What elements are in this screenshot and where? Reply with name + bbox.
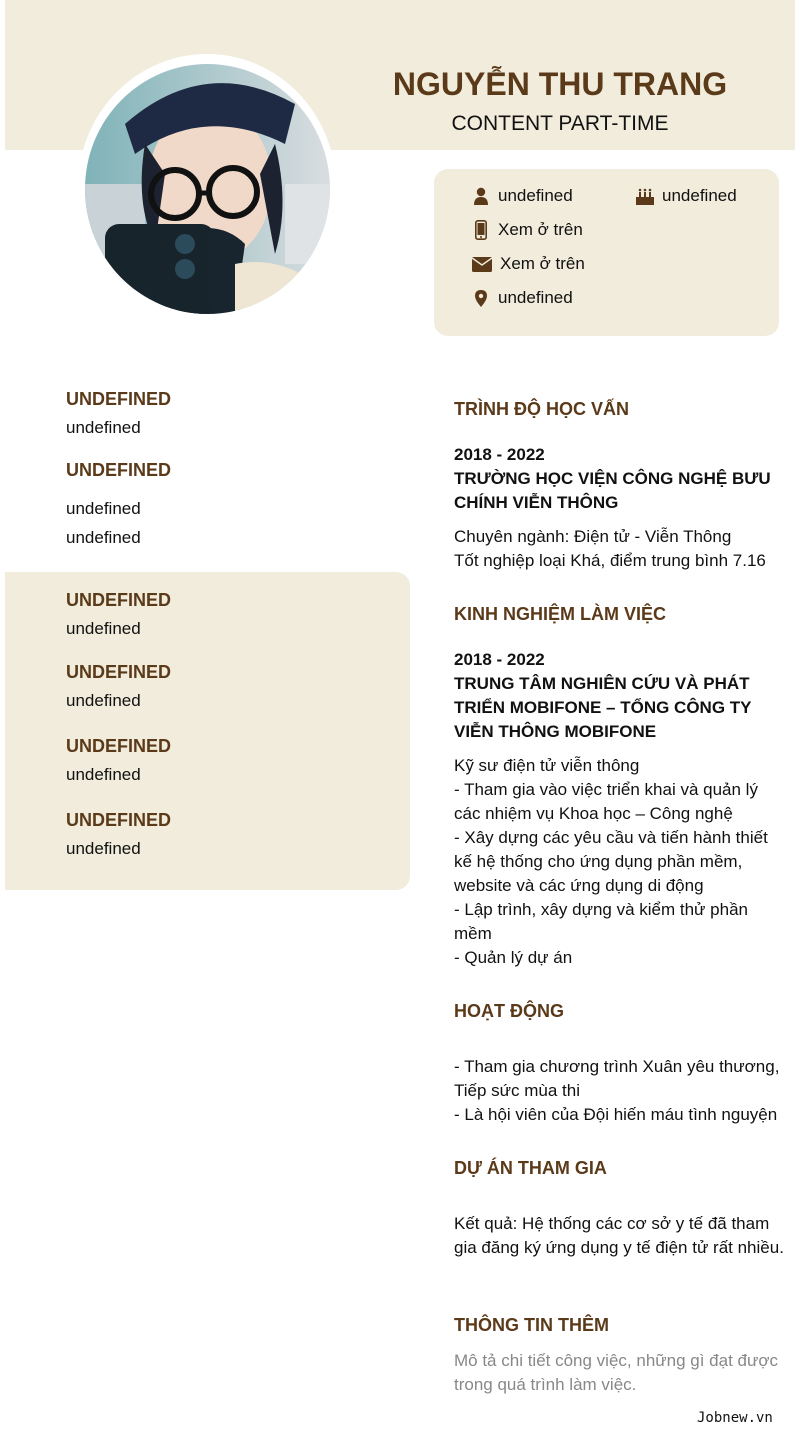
left-section-text: undefined [66, 528, 141, 547]
left-section-text: undefined [66, 691, 141, 710]
education-title: TRÌNH ĐỘ HỌC VẤN [454, 399, 629, 419]
candidate-role: CONTENT PART-TIME [451, 112, 669, 135]
cake-icon [635, 186, 655, 206]
left-section-title: UNDEFINED [66, 389, 172, 409]
left-section-title: UNDEFINED [66, 590, 172, 610]
activities-details: - Tham gia chương trình Xuân yêu thương, Tiếp sức mùa thi - Là hội viên của Đội hiến máu tình nguyện [454, 1057, 780, 1124]
extra-title: THÔNG TIN THÊM [454, 1315, 609, 1335]
projects-details: Kết quả: Hệ thống các cơ sở y tế đã tham gia đăng ký ứng dụng y tế điện tử rất nhiều. [454, 1214, 784, 1257]
experience-title: KINH NGHIỆM LÀM VIỆC [454, 604, 667, 624]
projects-title: DỰ ÁN THAM GIA [454, 1158, 607, 1178]
education-period: 2018 - 2022 [454, 445, 545, 464]
left-section-title: UNDEFINED [66, 662, 172, 682]
candidate-name: NGUYỄN THU TRANG [392, 66, 728, 102]
left-section-title: UNDEFINED [66, 810, 172, 830]
contact-phone [471, 220, 583, 240]
left-section-title: UNDEFINED [66, 736, 172, 756]
left-section-text: undefined [66, 619, 141, 638]
contact-gender [471, 186, 573, 206]
contact-address [471, 288, 573, 308]
gender-value: undefined [498, 186, 573, 205]
envelope-icon [471, 254, 493, 274]
activities-title: HOẠT ĐỘNG [454, 1001, 564, 1021]
user-icon [471, 186, 491, 206]
education-details: Chuyên ngành: Điện tử - Viễn Thông Tốt nghiệp loại Khá, điểm trung bình 7.16 [454, 527, 766, 570]
experience-period: 2018 - 2022 [454, 650, 545, 669]
experience-details: Kỹ sư điện tử viễn thông - Tham gia vào việc triển khai và quản lý các nhiệm vụ Khoa học – Công nghệ - Xây dựng các yêu cầu và tiến hành thiết kế hệ thống cho ứng dụng phần mềm, website và các ứng dụng di động - Lập trình, xây dựng và kiểm thử phần mềm - Quản lý dự án [454, 756, 768, 967]
extra-details: Mô tả chi tiết công việc, những gì đạt được trong quá trình làm việc. [454, 1351, 779, 1394]
contact-birthday [635, 186, 737, 206]
address-value: undefined [498, 288, 573, 307]
left-section-text: undefined [66, 839, 141, 858]
phone-icon [471, 220, 491, 240]
birthday-value: undefined [662, 186, 737, 205]
left-section-title: UNDEFINED [66, 460, 172, 480]
left-section-text: undefined [66, 499, 141, 518]
left-section-text: undefined [66, 765, 141, 784]
phone-value: Xem ở trên [498, 220, 583, 239]
education-school: TRƯỜNG HỌC VIỆN CÔNG NGHỆ BƯU CHÍNH VIỄN THÔNG [454, 469, 771, 512]
brand-footer: Jobnew.vn [697, 1410, 773, 1426]
map-pin-icon [471, 288, 491, 308]
avatar [85, 64, 330, 314]
email-value: Xem ở trên [500, 254, 585, 273]
experience-company: TRUNG TÂM NGHIÊN CỨU VÀ PHÁT TRIỂN MOBIFONE – TỔNG CÔNG TY VIỄN THÔNG MOBIFONE [454, 674, 752, 741]
contact-email [471, 254, 585, 274]
left-section-text: undefined [66, 418, 141, 437]
